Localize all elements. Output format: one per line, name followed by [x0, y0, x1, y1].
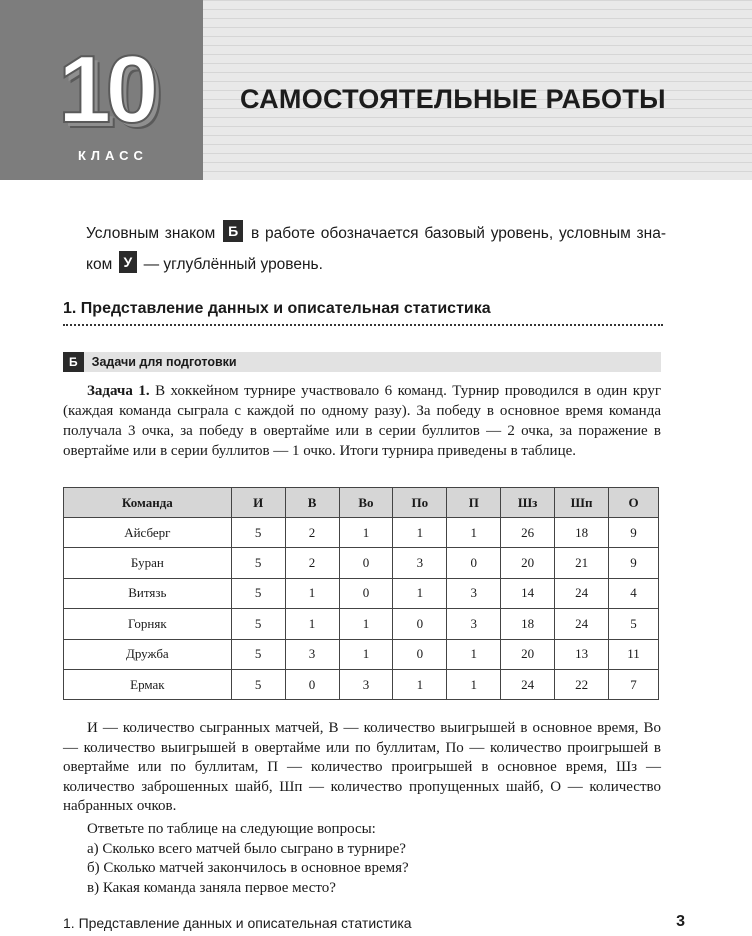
table-cell: 1 [393, 518, 447, 548]
table-cell: 3 [285, 639, 339, 669]
column-header: П [447, 488, 501, 518]
table-cell: 0 [447, 548, 501, 578]
grade-number: 10 [58, 36, 153, 143]
results-table [63, 487, 659, 700]
table-cell: Горняк [64, 609, 232, 639]
intro-text-1: Условным знаком [86, 225, 216, 242]
table-cell: 3 [339, 669, 393, 699]
column-header: Шз [501, 488, 555, 518]
table-row [64, 609, 659, 639]
table-cell: 5 [609, 609, 659, 639]
problem-text [63, 381, 661, 461]
table-cell: 20 [501, 639, 555, 669]
header-grade-block [0, 0, 203, 180]
table-cell: Буран [64, 548, 232, 578]
table-cell: 1 [339, 609, 393, 639]
intro-text-3: ком [86, 256, 113, 273]
table-cell: 24 [501, 669, 555, 699]
question-item: б) Сколько матчей закончилось в основное время? [87, 860, 409, 876]
question-item: а) Сколько всего матчей было сыграно в турнире? [87, 840, 406, 857]
column-header: В [285, 488, 339, 518]
table-cell: 9 [609, 548, 659, 578]
page-number: 3 [676, 913, 685, 930]
table-cell: 1 [447, 518, 501, 548]
table-cell: 3 [393, 548, 447, 578]
table-cell: 1 [447, 669, 501, 699]
table-cell: 3 [447, 609, 501, 639]
problem-label: Задача 1. [87, 383, 150, 399]
table-cell: 5 [231, 669, 285, 699]
abbreviations-legend [63, 719, 661, 817]
table-cell: 3 [447, 578, 501, 608]
table-row [64, 518, 659, 548]
column-header: По [393, 488, 447, 518]
table-cell: 24 [555, 578, 609, 608]
section-title: 1. Представление данных и описательная статистика [63, 300, 663, 326]
table-cell: 0 [285, 669, 339, 699]
task-block-label: Задачи для подготовки [91, 355, 237, 369]
column-header: О [609, 488, 659, 518]
table-cell: 1 [393, 578, 447, 608]
table-cell: 22 [555, 669, 609, 699]
question-item: в) Какая команда заняла первое место? [87, 879, 336, 896]
table-cell: 5 [231, 609, 285, 639]
column-header: И [231, 488, 285, 518]
intro-text-2: в работе обозначается базовый уровень, условным зна- [251, 225, 666, 242]
table-row [64, 548, 659, 578]
table-cell: 18 [501, 609, 555, 639]
table-cell: 5 [231, 518, 285, 548]
table-cell: 0 [339, 548, 393, 578]
table-cell: 2 [285, 518, 339, 548]
questions-list [87, 820, 661, 898]
task-level-symbol: Б [63, 352, 84, 372]
table-cell: Ермак [64, 669, 232, 699]
grade-label: КЛАСС [78, 148, 148, 163]
running-footer: 1. Представление данных и описательная статистика [63, 915, 412, 931]
questions-intro: Ответьте по таблице на следующие вопросы: [87, 821, 376, 837]
table-row [64, 639, 659, 669]
table-cell: 18 [555, 518, 609, 548]
legend-text: И — количество сыгранных матчей, В — количество выигрышей в основное время, Во — количество выигрышей в овертайме или по буллитам, По — количество проигрышей в овертайме или по буллитам, П — количество проигрышей в основное время, Шз — количество заброшенных шайб, Шп — количество пропущенных шайб, О — количество набранных очков. [63, 720, 661, 815]
task-block-header [63, 352, 661, 372]
table-row [64, 578, 659, 608]
table-row [64, 669, 659, 699]
table-cell: 5 [231, 578, 285, 608]
problem-body: В хоккейном турнире участвовало 6 команд. Турнир проводился в один круг (каждая команда сыграла с каждой по одному разу). За победу в основное время команда получала 3 очка, за победу в овертайме или в серии буллитов — 2 очка, за поражение в овертайме или в серии буллитов — 1 очко. Итоги турнира приведены в таблице. [63, 383, 662, 459]
table-cell: 20 [501, 548, 555, 578]
table-cell: 7 [609, 669, 659, 699]
table-cell: 2 [285, 548, 339, 578]
table-cell: 4 [609, 578, 659, 608]
table-cell: 24 [555, 609, 609, 639]
table-cell: 1 [393, 669, 447, 699]
table-cell: Дружба [64, 639, 232, 669]
table-cell: 1 [447, 639, 501, 669]
table-cell: Витязь [64, 578, 232, 608]
table-header-row [64, 488, 659, 518]
table-cell: 1 [285, 578, 339, 608]
table-cell: 21 [555, 548, 609, 578]
table-cell: 5 [231, 639, 285, 669]
table-cell: 1 [339, 518, 393, 548]
table-cell: 11 [609, 639, 659, 669]
table-cell: 1 [339, 639, 393, 669]
table-cell: 26 [501, 518, 555, 548]
column-header: Команда [64, 488, 232, 518]
page-title: САМОСТОЯТЕЛЬНЫЕ РАБОТЫ [240, 84, 666, 114]
table-cell: 0 [339, 578, 393, 608]
column-header: Во [339, 488, 393, 518]
column-header: Шп [555, 488, 609, 518]
table-cell: 14 [501, 578, 555, 608]
table-cell: Айсберг [64, 518, 232, 548]
table-cell: 1 [285, 609, 339, 639]
table-cell: 0 [393, 609, 447, 639]
table-cell: 0 [393, 639, 447, 669]
intro-paragraph [86, 218, 666, 280]
table-cell: 5 [231, 548, 285, 578]
table-cell: 13 [555, 639, 609, 669]
intro-text-4: — углублённый уровень. [143, 256, 323, 273]
table-cell: 9 [609, 518, 659, 548]
basic-level-symbol: Б [223, 220, 243, 242]
advanced-level-symbol: У [119, 251, 138, 273]
